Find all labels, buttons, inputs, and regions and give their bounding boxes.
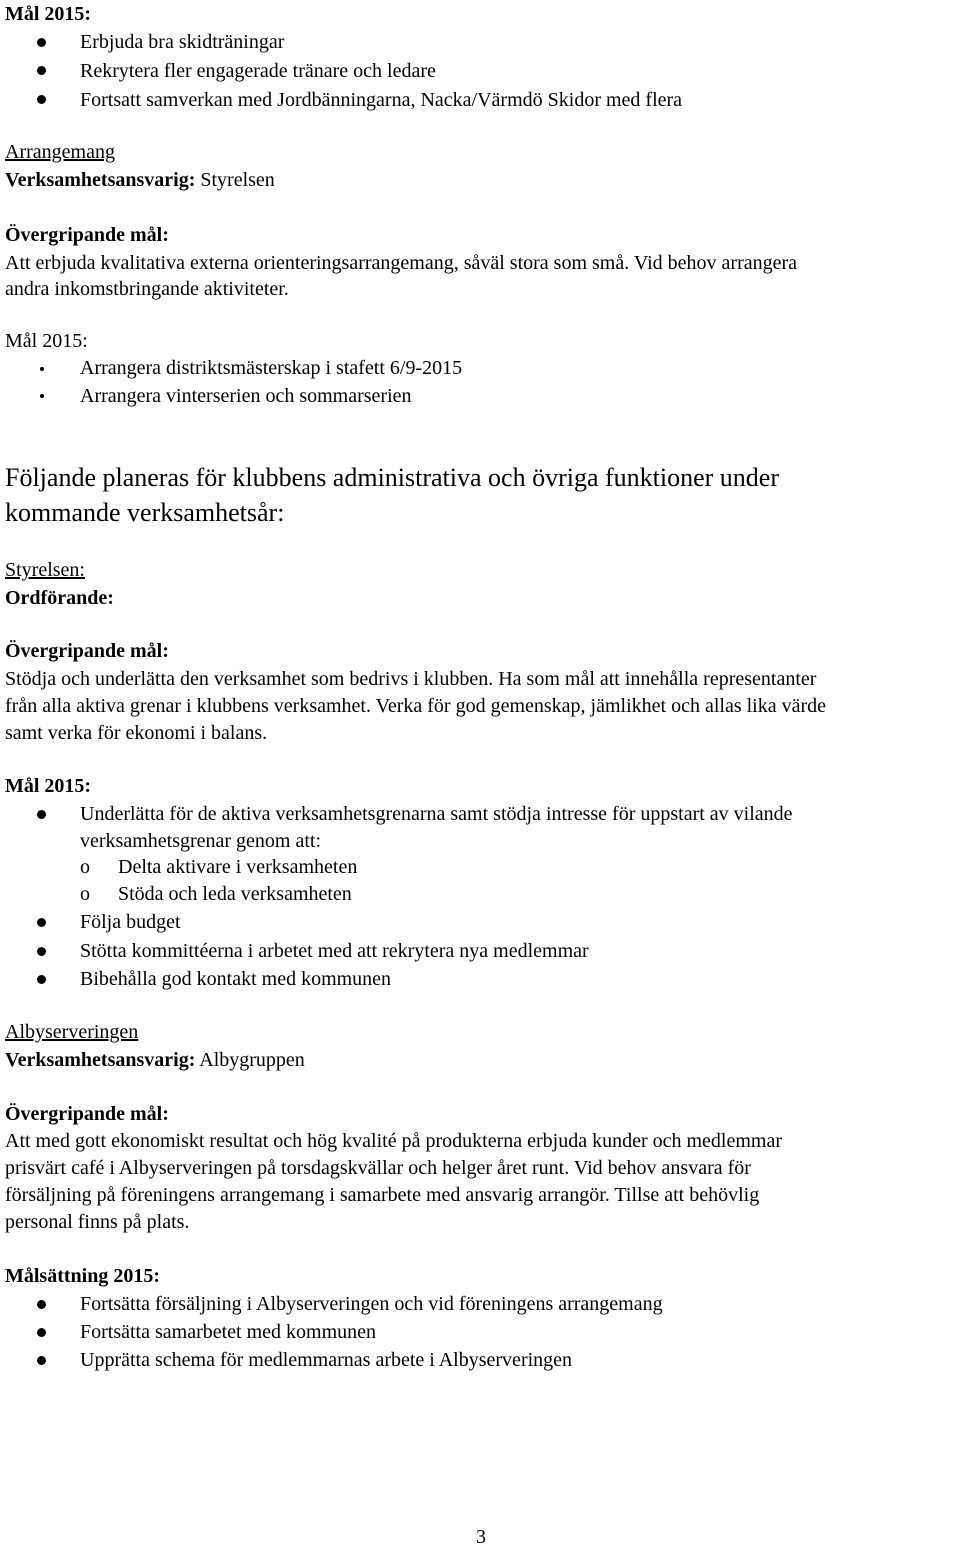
responsible-line <box>5 170 275 190</box>
bullet-icon <box>37 38 46 47</box>
sub-bullet-icon: o <box>80 883 90 905</box>
paragraph-line: prisvärt café i Albyserveringen på torsdagskvällar och helger året runt. Vid behov ansvara för <box>5 1157 751 1179</box>
bullet-icon <box>40 394 44 398</box>
paragraph-line: Att med gott ekonomiskt resultat och hög kvalité på produkterna erbjuda kunder och medlemmar <box>5 1130 783 1152</box>
bullet-icon <box>37 975 46 984</box>
section-title-albyserveringen: Albyserveringen <box>5 1021 139 1043</box>
list-item: Arrangera vinterserien och sommarserien <box>80 385 412 407</box>
goals-heading: Mål 2015: <box>5 330 88 352</box>
list-item: Följa budget <box>80 911 181 933</box>
section-title-arrangemang: Arrangemang <box>5 141 115 163</box>
sub-list-item: Delta aktivare i verksamheten <box>118 856 358 878</box>
paragraph-line: Stödja och underlätta den verksamhet som bedrivs i klubben. Ha som mål att innehålla representanter <box>5 668 817 690</box>
paragraph-line: Att erbjuda kvalitativa externa orienteringsarrangemang, såväl stora som små. Vid behov arrangera <box>5 252 798 274</box>
bullet-icon <box>37 947 46 956</box>
bullet-icon <box>37 95 46 104</box>
paragraph-line: försäljning på föreningens arrangemang i samarbete med ansvarig arrangör. Tillse att behövlig <box>5 1184 760 1206</box>
bullet-icon <box>37 66 46 75</box>
paragraph-line: personal finns på plats. <box>5 1211 190 1233</box>
list-item: Upprätta schema för medlemmarnas arbete i Albyserveringen <box>80 1349 573 1371</box>
list-item-continuation: verksamhetsgrenar genom att: <box>80 830 322 852</box>
overall-goal-heading: Övergripande mål: <box>5 224 169 246</box>
list-item: Rekrytera fler engagerade tränare och ledare <box>80 60 436 82</box>
section-heading: Följande planeras för klubbens administrativa och övriga funktioner under <box>5 463 780 492</box>
section-heading: kommande verksamhetsår: <box>5 498 285 527</box>
list-item: Erbjuda bra skidträningar <box>80 31 285 53</box>
goals-heading: Mål 2015: <box>5 3 92 25</box>
responsible-line <box>5 1050 305 1070</box>
goals-heading: Mål 2015: <box>5 775 92 797</box>
role-heading: Ordförande: <box>5 587 114 609</box>
sub-list-item: Stöda och leda verksamheten <box>118 883 352 905</box>
list-item: Bibehålla god kontakt med kommunen <box>80 968 392 990</box>
responsible-label: Verksamhetsansvarig: <box>5 169 196 191</box>
list-item: Stötta kommittéerna i arbetet med att rekrytera nya medlemmar <box>80 940 589 962</box>
responsible-value: Albygruppen <box>195 1049 305 1071</box>
overall-goal-heading: Övergripande mål: <box>5 640 169 662</box>
list-item: Fortsätta samarbetet med kommunen <box>80 1321 377 1343</box>
list-item: Arrangera distriktsmästerskap i stafett 6/9-2015 <box>80 357 463 379</box>
bullet-icon <box>37 1356 46 1365</box>
overall-goal-heading: Övergripande mål: <box>5 1103 169 1125</box>
paragraph-line: från alla aktiva grenar i klubbens verksamhet. Verka för god gemenskap, jämlikhet och allas lika värde <box>5 695 827 717</box>
bullet-icon <box>37 810 46 819</box>
section-title-styrelsen: Styrelsen: <box>5 559 85 581</box>
responsible-value: Styrelsen <box>195 169 275 191</box>
goals-heading: Målsättning 2015: <box>5 1265 160 1287</box>
paragraph-line: andra inkomstbringande aktiviteter. <box>5 278 289 300</box>
paragraph-line: samt verka för ekonomi i balans. <box>5 722 268 744</box>
bullet-icon <box>37 918 46 927</box>
bullet-icon <box>37 1328 46 1337</box>
sub-bullet-icon: o <box>80 856 90 878</box>
bullet-icon <box>37 1300 46 1309</box>
list-item: Fortsätta försäljning i Albyserveringen och vid föreningens arrangemang <box>80 1293 663 1315</box>
page-number: 3 <box>476 1526 486 1548</box>
responsible-label: Verksamhetsansvarig: <box>5 1049 196 1071</box>
list-item: Underlätta för de aktiva verksamhetsgrenarna samt stödja intresse för uppstart av vilande <box>80 803 793 825</box>
bullet-icon <box>40 367 44 371</box>
list-item: Fortsatt samverkan med Jordbänningarna, Nacka/Värmdö Skidor med flera <box>80 89 683 111</box>
